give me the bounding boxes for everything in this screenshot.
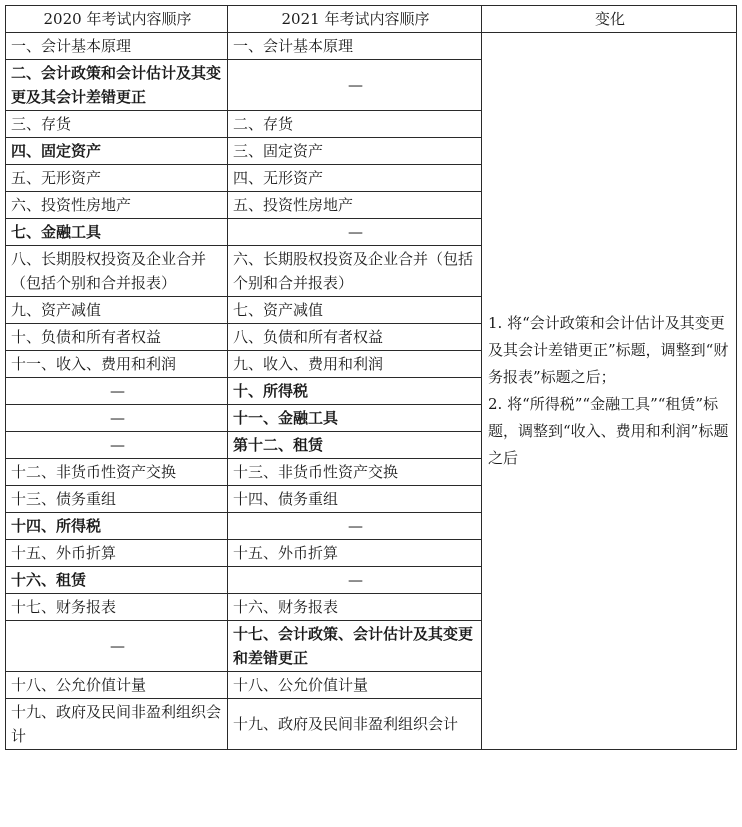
exam-content-comparison-table <box>5 5 737 750</box>
cell-2021: 十三、非货币性资产交换 <box>228 459 482 486</box>
cell-2020: — <box>6 432 228 459</box>
cell-2021: — <box>228 513 482 540</box>
cell-2020: 十五、外币折算 <box>6 540 228 567</box>
header-2020: 2020 年考试内容顺序 <box>6 6 228 33</box>
cell-2020: 十九、政府及民间非盈利组织会计 <box>6 699 228 750</box>
cell-2021: 九、收入、费用和利润 <box>228 351 482 378</box>
cell-2021: 八、负债和所有者权益 <box>228 324 482 351</box>
cell-2021: 十一、金融工具 <box>228 405 482 432</box>
cell-2021: — <box>228 567 482 594</box>
cell-2020: 十一、收入、费用和利润 <box>6 351 228 378</box>
cell-2021: 七、资产减值 <box>228 297 482 324</box>
cell-2021: 十六、财务报表 <box>228 594 482 621</box>
cell-2020: 五、无形资产 <box>6 165 228 192</box>
cell-2021: 四、无形资产 <box>228 165 482 192</box>
cell-2020: 二、会计政策和会计估计及其变更及其会计差错更正 <box>6 60 228 111</box>
cell-2020: 十三、债务重组 <box>6 486 228 513</box>
cell-2020: 三、存货 <box>6 111 228 138</box>
cell-2021: 三、固定资产 <box>228 138 482 165</box>
change-description-cell <box>482 33 737 750</box>
cell-2020: 八、长期股权投资及企业合并（包括个别和合并报表） <box>6 246 228 297</box>
cell-2020: — <box>6 405 228 432</box>
cell-2020: 十四、所得税 <box>6 513 228 540</box>
cell-2021: 六、长期股权投资及企业合并（包括个别和合并报表） <box>228 246 482 297</box>
cell-2020: — <box>6 621 228 672</box>
cell-2021: 五、投资性房地产 <box>228 192 482 219</box>
header-change: 变化 <box>482 6 737 33</box>
cell-2020: 十二、非货币性资产交换 <box>6 459 228 486</box>
header-2021: 2021 年考试内容顺序 <box>228 6 482 33</box>
cell-2020: 十六、租赁 <box>6 567 228 594</box>
cell-2021: — <box>228 60 482 111</box>
change-note-1: 1. 将“会计政策和会计估计及其变更及其会计差错更正”标题，调整到“财务报表”标题之后； <box>488 314 729 386</box>
cell-2020: 十七、财务报表 <box>6 594 228 621</box>
cell-2020: 一、会计基本原理 <box>6 33 228 60</box>
cell-2021: 十九、政府及民间非盈利组织会计 <box>228 699 482 750</box>
cell-2020: 十、负债和所有者权益 <box>6 324 228 351</box>
comparison-table-wrapper <box>5 5 737 750</box>
cell-2021: 一、会计基本原理 <box>228 33 482 60</box>
cell-2021: 十五、外币折算 <box>228 540 482 567</box>
cell-2021: 十、所得税 <box>228 378 482 405</box>
cell-2020: — <box>6 378 228 405</box>
cell-2020: 九、资产减值 <box>6 297 228 324</box>
cell-2021: 十八、公允价值计量 <box>228 672 482 699</box>
cell-2021: 二、存货 <box>228 111 482 138</box>
table-row <box>6 33 737 60</box>
header-row <box>6 6 737 33</box>
cell-2021: 第十二、租赁 <box>228 432 482 459</box>
cell-2021: — <box>228 219 482 246</box>
cell-2021: 十四、债务重组 <box>228 486 482 513</box>
cell-2020: 六、投资性房地产 <box>6 192 228 219</box>
cell-2020: 四、固定资产 <box>6 138 228 165</box>
cell-2020: 七、金融工具 <box>6 219 228 246</box>
change-note-2: 2. 将“所得税”“金融工具”“租赁”标题，调整到“收入、费用和利润”标题之后 <box>488 395 729 467</box>
cell-2020: 十八、公允价值计量 <box>6 672 228 699</box>
cell-2021: 十七、会计政策、会计估计及其变更和差错更正 <box>228 621 482 672</box>
